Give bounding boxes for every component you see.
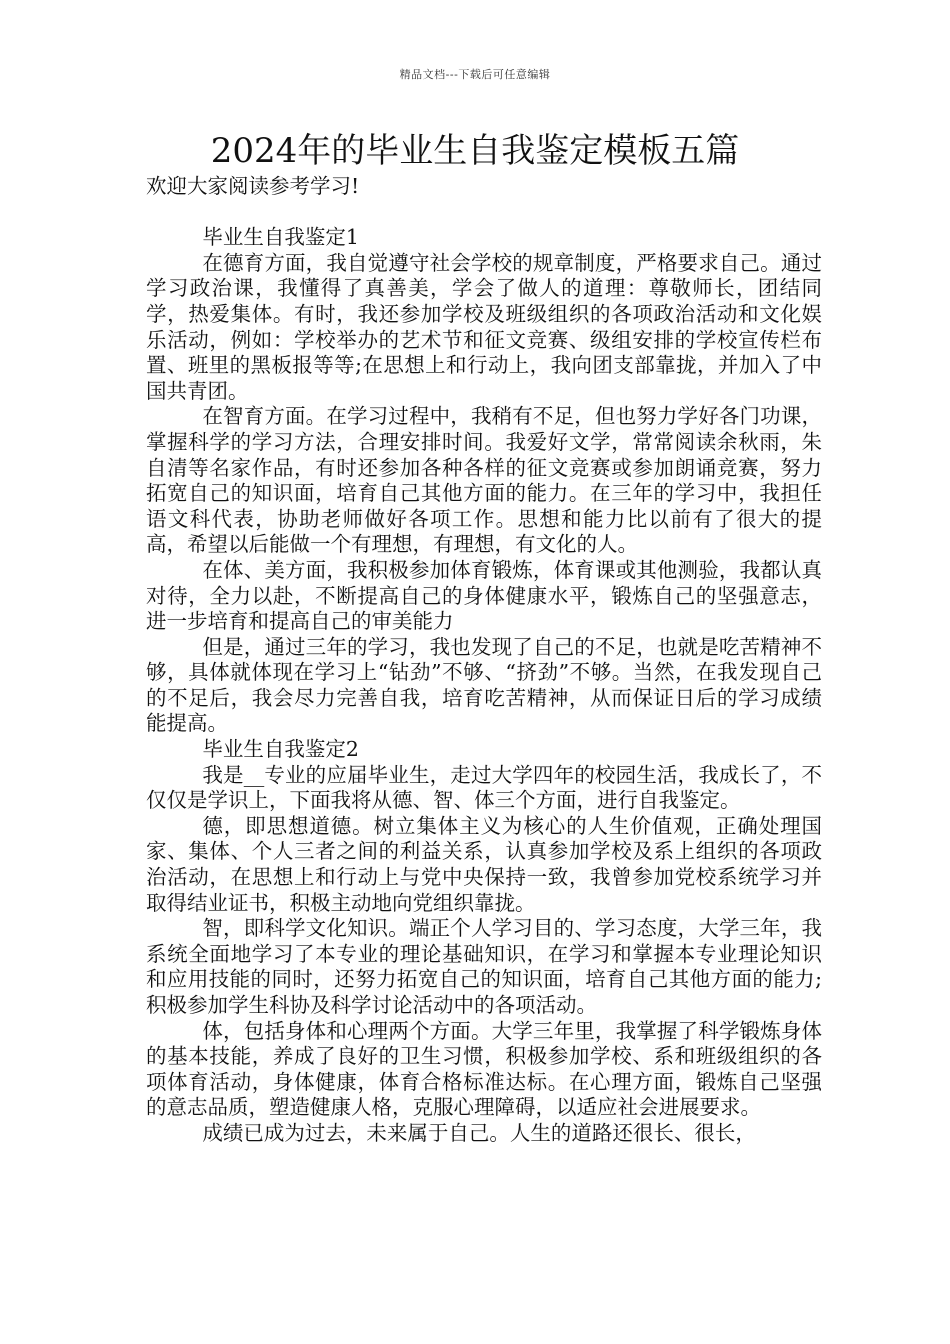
section-heading: 毕业生自我鉴定1 bbox=[202, 225, 359, 250]
paragraph: 我是__专业的应届毕业生，走过大学四年的校园生活，我成长了，不仅仅是学识上，下面我将从德、智、体三个方面，进行自我鉴定。 bbox=[146, 762, 822, 813]
paragraph: 体，包括身体和心理两个方面。大学三年里，我掌握了科学锻炼身体的基本技能，养成了良好的卫生习惯，积极参加学校、系和班级组织的各项体育活动，身体健康，体育合格标准达标。在心理方面，锻炼自己坚强的意志品质，塑造健康人格，克服心理障碍，以适应社会进展要求。 bbox=[146, 1018, 822, 1120]
paragraph: 成绩已成为过去，未来属于自己。人生的道路还很长、很长， bbox=[202, 1120, 756, 1145]
header-note: 精品文档---下载后可任意编辑 bbox=[399, 68, 551, 81]
intro-text: 欢迎大家阅读参考学习! bbox=[146, 174, 360, 198]
section-heading: 毕业生自我鉴定2 bbox=[202, 737, 359, 762]
paragraph: 但是，通过三年的学习，我也发现了自己的不足，也就是吃苦精神不够，具体就体现在学习上“钻劲”不够、“挤劲”不够。当然，在我发现自己的不足后，我会尽力完善自我，培育吃苦精神，从而保证日后的学习成绩能提高。 bbox=[146, 634, 822, 736]
paragraph: 在智育方面。在学习过程中，我稍有不足，但也努力学好各门功课，掌握科学的学习方法，合理安排时间。我爱好文学，常常阅读余秋雨，朱自清等名家作品，有时还参加各种各样的征文竞赛或参加朗诵竞赛，努力拓宽自己的知识面，培育自己其他方面的能力。在三年的学习中，我担任语文科代表，协助老师做好各项工作。思想和能力比以前有了很大的提高，希望以后能做一个有理想，有理想，有文化的人。 bbox=[146, 404, 822, 557]
paragraph: 德，即思想道德。树立集体主义为核心的人生价值观，正确处理国家、集体、个人三者之间的利益关系，认真参加学校及系上组织的各项政治活动，在思想上和行动上与党中央保持一致，我曾参加党校系统学习并取得结业证书，积极主动地向党组织靠拢。 bbox=[146, 813, 822, 915]
paragraph: 智，即科学文化知识。端正个人学习目的、学习态度，大学三年，我系统全面地学习了本专业的理论基础知识，在学习和掌握本专业理论知识和应用技能的同时，还努力拓宽自己的知识面，培育自己其他方面的能力;积极参加学生科协及科学讨论活动中的各项活动。 bbox=[146, 916, 822, 1017]
paragraph: 在体、美方面，我积极参加体育锻炼，体育课或其他测验，我都认真对待，全力以赴，不断提高自己的身体健康水平，锻炼自己的坚强意志，进一步培育和提高自己的审美能力 bbox=[146, 557, 822, 634]
paragraph: 在德育方面，我自觉遵守社会学校的规章制度，严格要求自己。通过学习政治课，我懂得了真善美，学会了做人的道理：尊敬师长，团结同学，热爱集体。有时，我还参加学校及班级组织的各项政治活动和文化娱乐活动，例如：学校举办的艺术节和征文竞赛、级组安排的学校宣传栏布置、班里的黑板报等等;在思想上和行动上，我向团支部靠拢，并加入了中国共青团。 bbox=[146, 250, 822, 403]
document-title: 2024年的毕业生自我鉴定模板五篇 bbox=[210, 131, 740, 171]
document-body bbox=[146, 174, 822, 1147]
